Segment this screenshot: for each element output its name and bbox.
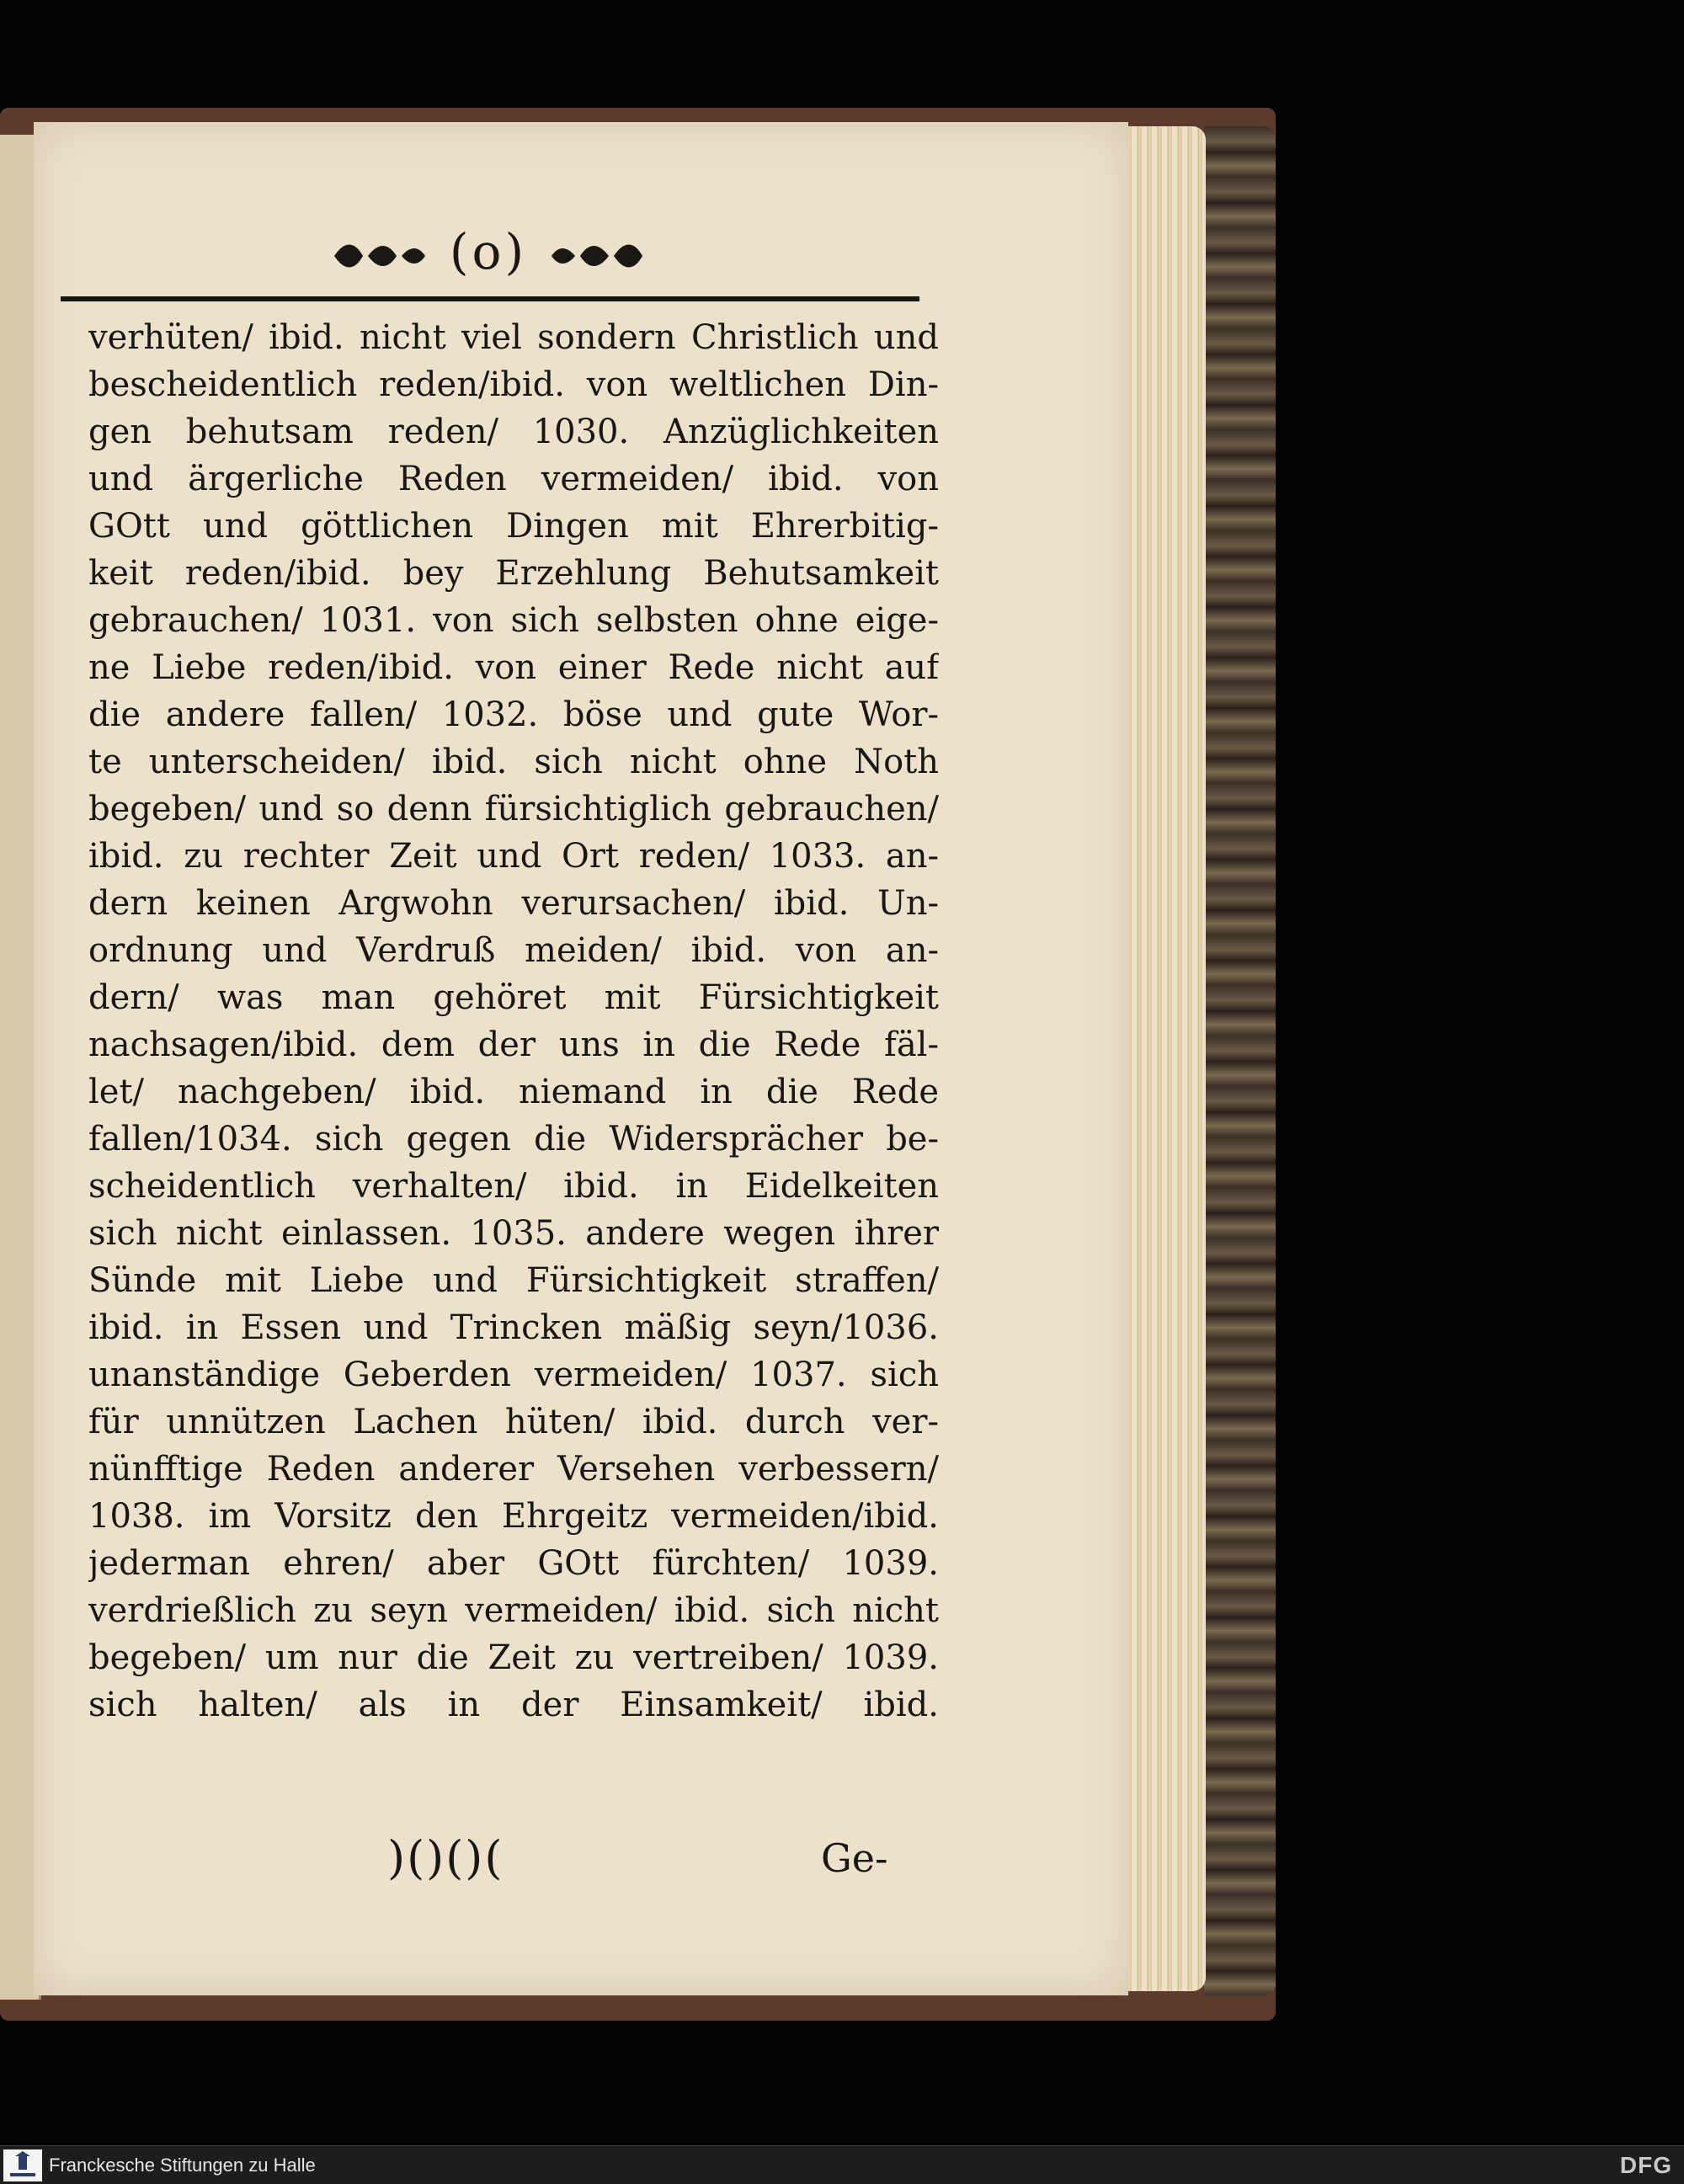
text-line: begeben/ und so denn fürsichtiglich gebrauchen/ bbox=[88, 790, 939, 828]
text-line: dern/ was man gehöret mit Fürsichtigkeit bbox=[88, 978, 939, 1017]
page-header bbox=[34, 223, 943, 280]
left-ornament-icon bbox=[329, 237, 430, 274]
book-page bbox=[34, 122, 1128, 1995]
viewer-footer bbox=[0, 2145, 1684, 2184]
institution-logo-icon bbox=[3, 2149, 42, 2181]
text-line: let/ nachgeben/ ibid. niemand in die Rede bbox=[88, 1073, 939, 1111]
dfg-logo: DFG bbox=[1619, 2152, 1672, 2178]
text-line: nünfftige Reden anderer Versehen verbessern/ bbox=[88, 1450, 939, 1489]
text-line: dern keinen Argwohn verursachen/ ibid. Un- bbox=[88, 884, 939, 923]
text-line: Sünde mit Liebe und Fürsichtigkeit straffen/ bbox=[88, 1261, 939, 1300]
text-line: fallen/1034. sich gegen die Widersprächer be- bbox=[88, 1120, 939, 1159]
body-text bbox=[88, 314, 939, 1729]
text-line: die andere fallen/ 1032. böse und gute Wor- bbox=[88, 695, 939, 734]
text-line: keit reden/ibid. bey Erzehlung Behutsamkeit bbox=[88, 554, 939, 593]
text-line: te unterscheiden/ ibid. sich nicht ohne Noth bbox=[88, 743, 939, 781]
text-line: jederman ehren/ aber GOtt fürchten/ 1039. bbox=[88, 1544, 939, 1583]
text-line: sich nicht einlassen. 1035. andere wegen ihrer bbox=[88, 1214, 939, 1253]
text-line: unanständige Geberden vermeiden/ 1037. sich bbox=[88, 1356, 939, 1394]
text-line: gen behutsam reden/ 1030. Anzüglichkeiten bbox=[88, 413, 939, 451]
right-ornament-icon bbox=[546, 237, 647, 274]
text-line: bescheidentlich reden/ibid. von weltlichen Din- bbox=[88, 365, 939, 404]
text-line: und ärgerliche Reden vermeiden/ ibid. von bbox=[88, 460, 939, 498]
text-line: ne Liebe reden/ibid. von einer Rede nicht auf bbox=[88, 648, 939, 687]
footer-ornament: )()()( bbox=[387, 1831, 504, 1884]
text-line: 1038. im Vorsitz den Ehrgeitz vermeiden/ibid. bbox=[88, 1497, 939, 1536]
text-line: ibid. in Essen und Trincken mäßig seyn/1036. bbox=[88, 1308, 939, 1347]
text-line: GOtt und göttlichen Dingen mit Ehrerbitig- bbox=[88, 507, 939, 546]
text-line: begeben/ um nur die Zeit zu vertreiben/ 1039. bbox=[88, 1638, 939, 1677]
text-line: ordnung und Verdruß meiden/ ibid. von an- bbox=[88, 931, 939, 970]
header-rule bbox=[61, 296, 919, 301]
institution-name: Franckesche Stiftungen zu Halle bbox=[49, 2155, 316, 2176]
text-line: ibid. zu rechter Zeit und Ort reden/ 1033. an- bbox=[88, 837, 939, 876]
text-line: verhüten/ ibid. nicht viel sondern Christlich und bbox=[88, 318, 939, 357]
text-line: für unnützen Lachen hüten/ ibid. durch ver- bbox=[88, 1403, 939, 1441]
book-spine bbox=[1204, 126, 1276, 1995]
text-line: verdrießlich zu seyn vermeiden/ ibid. sich nicht bbox=[88, 1591, 939, 1630]
text-line: nachsagen/ibid. dem der uns in die Rede fäl- bbox=[88, 1025, 939, 1064]
text-line: scheidentlich verhalten/ ibid. in Eidelkeiten bbox=[88, 1167, 939, 1206]
text-line: gebrauchen/ 1031. von sich selbsten ohne eige- bbox=[88, 601, 939, 640]
page-number: (o) bbox=[449, 223, 528, 280]
catchword: Ge- bbox=[821, 1835, 888, 1881]
text-line: sich halten/ als in der Einsamkeit/ ibid. bbox=[88, 1686, 939, 1724]
